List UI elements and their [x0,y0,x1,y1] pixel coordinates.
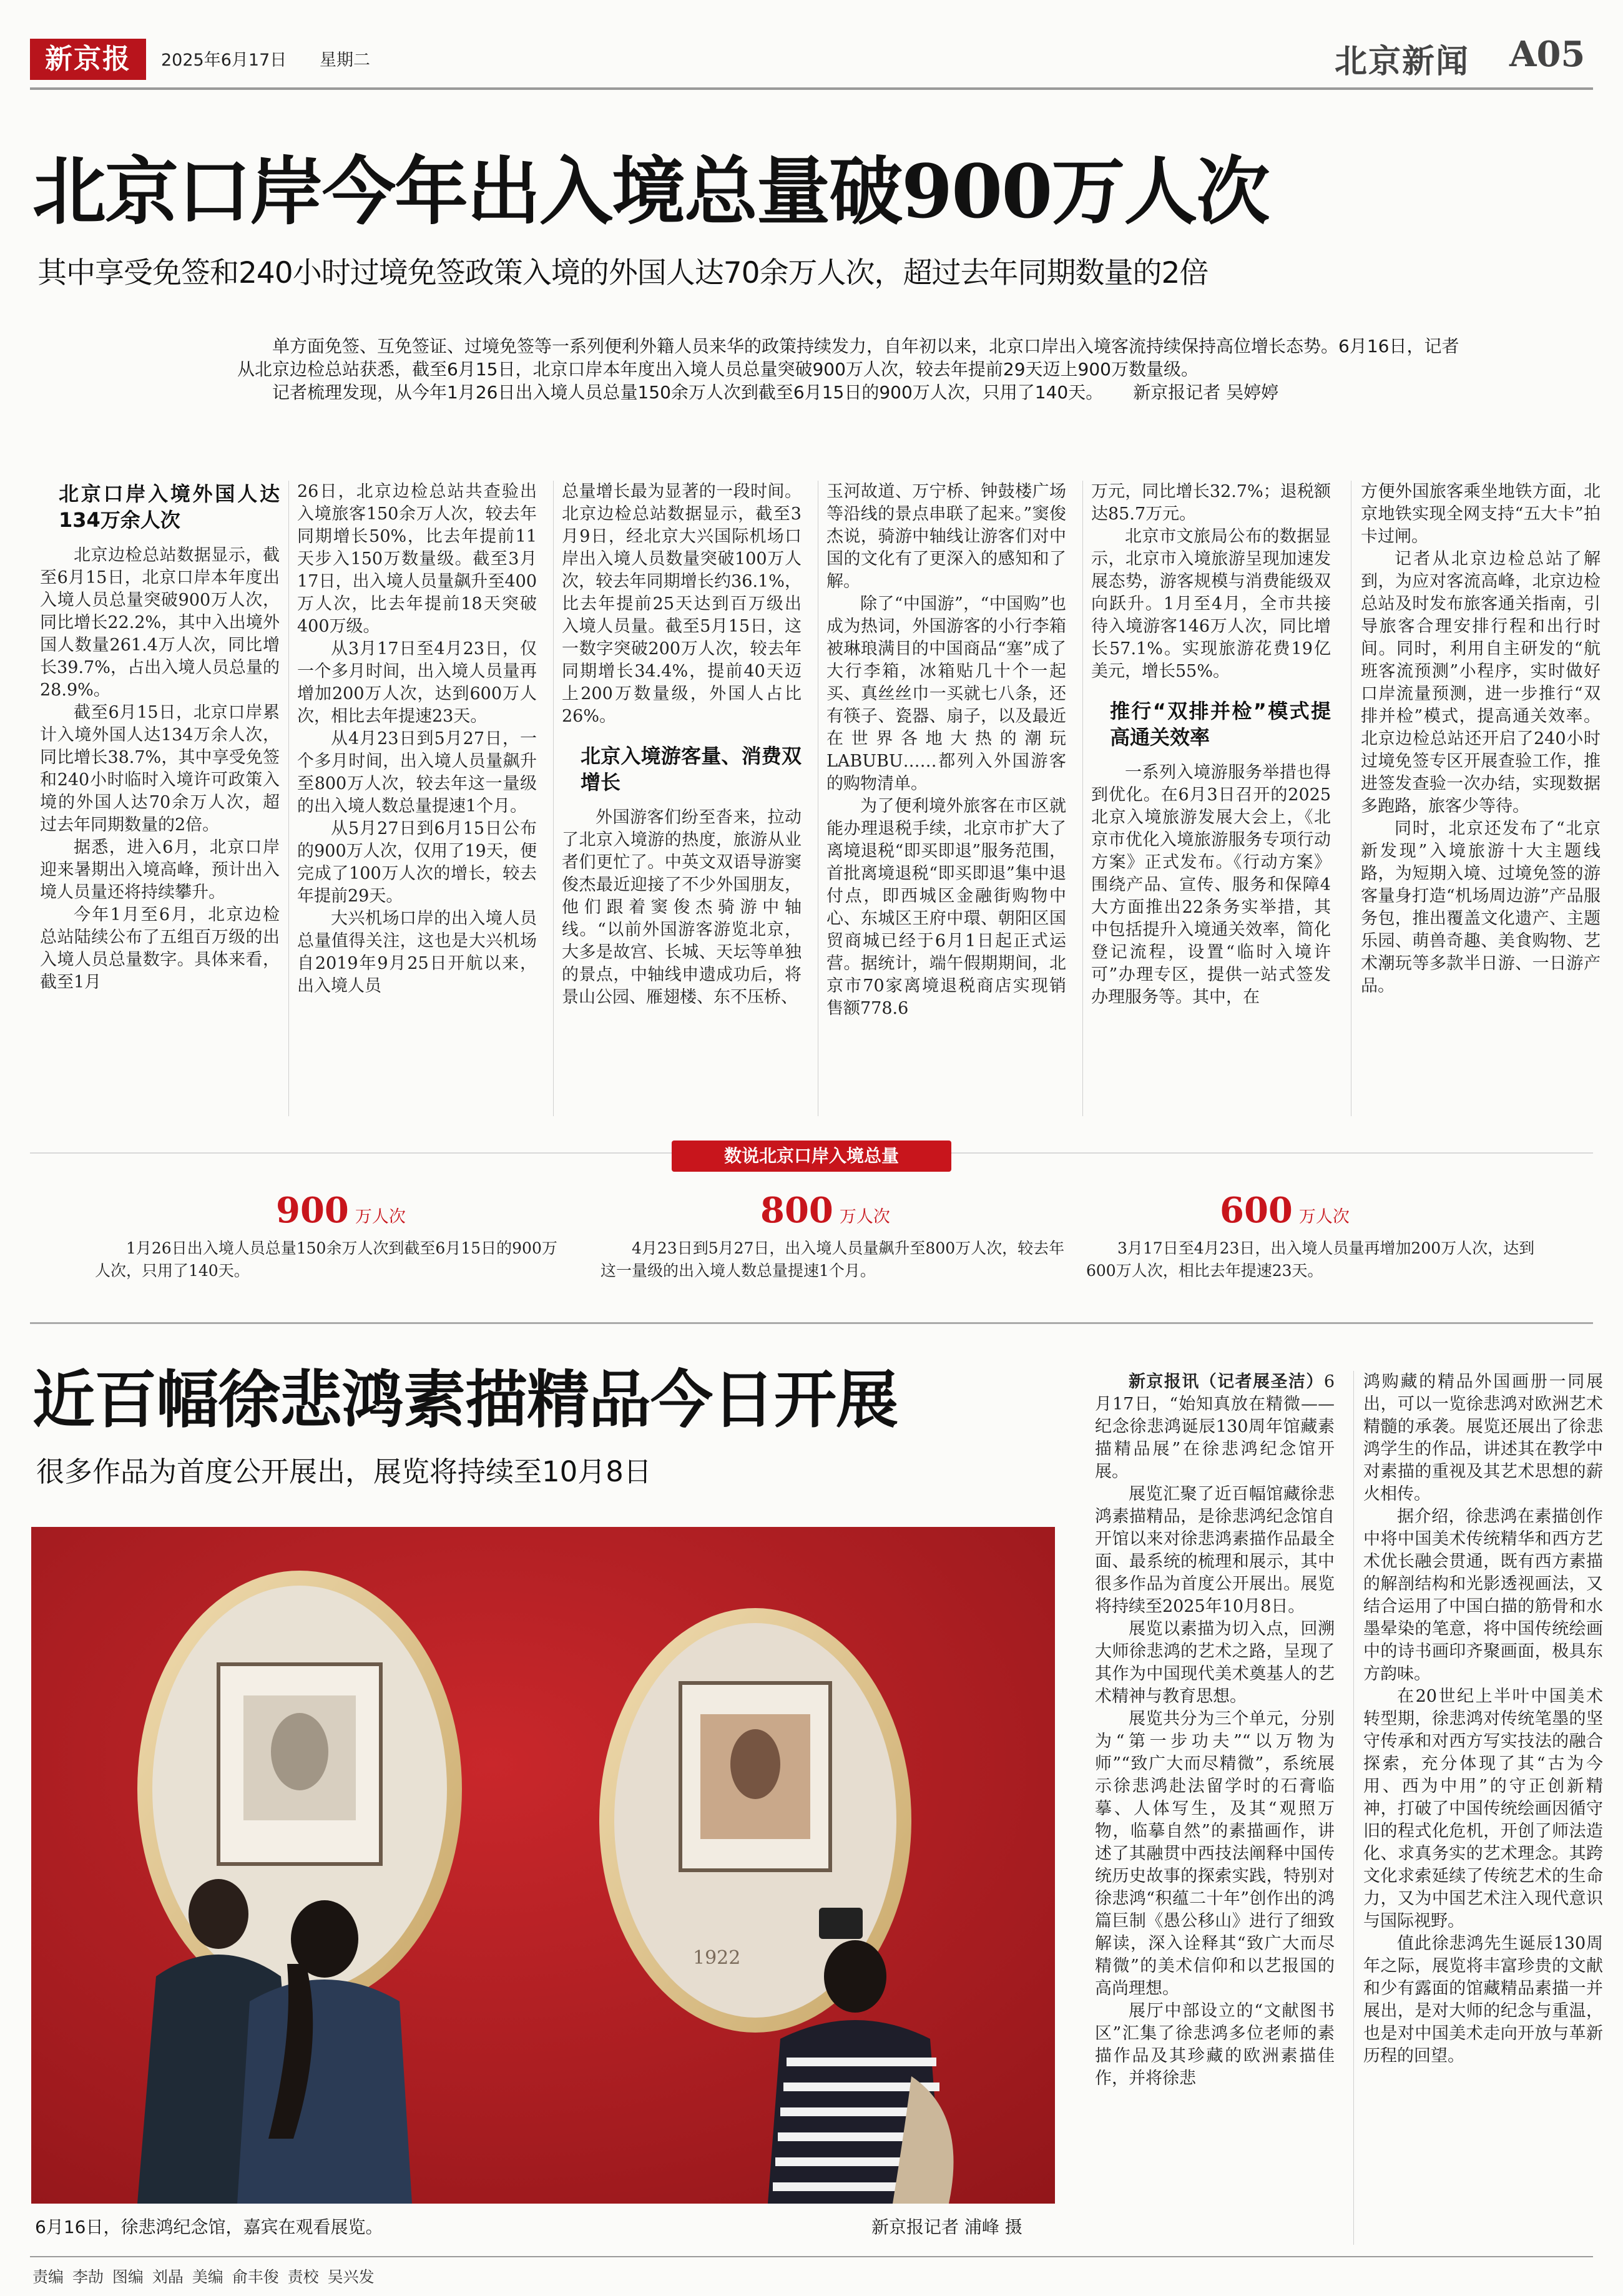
body-paragraph: 据介绍，徐悲鸿在素描创作中将中国美术传统精华和西方艺术优长融会贯通，既有西方素描的解剖结构和光影透视画法，又结合运用了中国白描的筋骨和水墨晕染的笔意，将中国传统绘画中的诗书画印齐聚画面，极具东方韵味。 [1363,1507,1603,1684]
body-paragraph: 一系列入境游服务举措也得到优化。在6月3日召开的2025北京入境旅游发展大会上，《北京市优化入境旅游服务专项行动方案》正式发布。《行动方案》围绕产品、宣传、服务和保障4大方面推出22条务实举措，其中包括提升入境通关效率，简化登记流程，设置“临时入境许可”办理专区，提供一站式签发办理服务等。其中，在 [1091,763,1331,1007]
body-paragraph: 从3月17日至4月23日，仅一个多月时间，出入境人员量再增加200万人次，达到600万人次，相比去年提速23天。 [297,639,537,726]
body-paragraph: 北京边检总站数据显示，截至6月15日，北京口岸本年度出入境人员总量突破900万人次，同比增长22.2%，其中入出境外国人数量261.4万人次，同比增长39.7%，占出入境人员总量的28.9%。 [40,546,280,700]
stat-head [95,1190,569,1231]
article1-subheadline: 其中享受免签和240小时过境免签政策入境的外国人达70余万人次，超过去年同期数量的2倍 [37,256,1209,290]
body-paragraph-text: 6月17日，“始知真放在精微——纪念徐悲鸿诞辰130周年馆藏素描精品展”在徐悲鸿纪念馆开展。 [1095,1372,1335,1481]
stat-unit: 万人次 [1298,1207,1350,1227]
stat-description: 1月26日出入境人员总量150余万人次到截至6月15日的900万人次，只用了140天。 [95,1239,557,1280]
body-paragraph: 展览汇聚了近百幅馆藏徐悲鸿素描精品，是徐悲鸿纪念馆自开馆以来对徐悲鸿素描作品最全面、最系统的梳理和展示，其中很多作品为首度公开展出。展览将持续至2025年10月8日。 [1095,1484,1335,1616]
stat-head [601,1190,1075,1231]
body-paragraph: 为了便利境外旅客在市区就能办理退税手续，北京市扩大了离境退税“即买即退”服务范围，首批离境退税“即买即退”集中退付点，即西城区金融街购物中心、东城区王府中環、朝阳区国贸商城已经于6月1日起正式运营。据统计，端午假期期间，北京市70家离境退税商店实现销售额778.6 [826,797,1066,1018]
phone-camera-icon [819,1908,863,1939]
visitor-body-2 [237,1980,412,2204]
stat-value: 900 [276,1190,349,1231]
article1-lead [237,335,1473,404]
section-name: 北京新闻 [1335,43,1470,81]
body-paragraph: 总量增长最为显著的一段时间。北京边检总站数据显示，截至3月9日，经北京大兴国际机场口岸出入境人员数量突破100万人次，较去年同期增长约36.1%，比去年提前25天达到百万级出入境人员量。截至5月15日，这一数字突破200万人次，较去年同期增长34.4%，提前40天迈上200万数量级，外国人占比26%。 [562,482,802,726]
section-divider [30,1322,1593,1324]
body-paragraph: 记者从北京边检总站了解到，为应对客流高峰，北京边检总站及时发布旅客通关指南，引导旅客合理安排行程和出行时间。同时，利用自主研发的“航班客流预测”小程序，实时做好口岸流量预测，进一步推行“双排并检”模式，提高通关效率。北京边检总站还开启了240小时过境免签专区开展查验工作，推进签发查验一次办结，实现数据多跑路，旅客少等待。 [1361,549,1601,816]
sketch-face-left [271,1713,328,1790]
body-paragraph: 在20世纪上半叶中国美术转型期，徐悲鸿对传统笔墨的坚守传承和对西方写实技法的融合探索，充分体现了其“古为今用、西为中用”的守正创新精神，打破了中国传统绘画因循守旧的程式化危机，开创了师法造化、求真务实的艺术理念。其跨文化求索延续了传统艺术的生命力，又为中国艺术注入现代意识与国际视野。 [1363,1687,1603,1931]
column-rule [1082,481,1083,1116]
article1-byline: 新京报记者 吴婷婷 [1133,382,1279,403]
body-paragraph: 展览以素描为切入点，回溯大师徐悲鸿的艺术之路，呈现了其作为中国现代美术奠基人的艺术精神与教育思想。 [1095,1619,1335,1706]
body-paragraph: 截至6月15日，北京口岸累计入境外国人达134万余人次，同比增长38.7%，其中享受免签和240小时临时入境许可政策入境的外国人达70余万人次，超过去年同期数量的2倍。 [40,703,280,835]
body-paragraph: 从4月23日到5月27日，一个多月时间，出入境人员量飙升至800万人次，较去年这一量级的出入境人数总量提速1个月。 [297,729,537,816]
photo-caption: 6月16日，徐悲鸿纪念馆，嘉宾在观看展览。 [35,2217,383,2237]
article1-headline: 北京口岸今年出入境总量破900万人次 [32,148,1269,235]
wall-label-year: 1922 [693,1947,741,1969]
article1-column-5 [1091,481,1331,1009]
issue-weekday: 星期二 [320,51,370,70]
body-paragraph: 大兴机场口岸的出入境人员总量值得关注，这也是大兴机场自2019年9月25日开航以来，出入境人员 [297,909,537,996]
article1-column-1 [40,481,280,994]
article1-column-6 [1361,481,1601,998]
stat-block [1086,1190,1561,1282]
body-paragraph: 值此徐悲鸿先生诞辰130周年之际，展览将丰富珍贵的文献和少有露面的馆藏精品素描一并展出，是对大师的纪念与重温，也是对中国美术走向开放与革新历程的回望。 [1363,1934,1603,2066]
portrait-face-right [730,1729,780,1799]
exhibition-photo [31,1527,1055,2204]
stat-block [95,1190,569,1282]
body-paragraph: 玉河故道、万宁桥、钟鼓楼广场等沿线的景点串联了起来。”窦俊杰说，骑游中轴线让游客们对中国的文化有了更深入的感知和了解。 [826,482,1066,591]
stat-unit: 万人次 [839,1207,890,1227]
body-paragraph: 同时，北京还发布了“北京新发现”入境旅游十大主题线路，为短期入境、过境免签的游客量身打造“机场周边游”产品服务包，推出覆盖文化遗产、主题乐园、萌兽奇趣、美食购物、艺术潮玩等多款半日游、一日游产品。 [1361,819,1601,996]
column-subhead: 推行“双排并检”模式提高通关效率 [1110,699,1331,749]
photo-credit: 新京报记者 浦峰 摄 [871,2217,1022,2237]
column-subhead: 北京入境游客量、消费双增长 [581,744,802,794]
stat-head [1086,1190,1561,1231]
exhibition-photo-illustration [31,1527,1055,2204]
column-rule [288,481,289,1116]
body-paragraph [1095,1371,1335,1483]
issue-date: 2025年6月17日 [161,51,287,70]
article2-headline: 近百幅徐悲鸿素描精品今日开展 [32,1363,898,1436]
column-rule [1353,1371,1354,2245]
body-paragraph: 方便外国旅客乘坐地铁方面，北京地铁实现全网支持“五大卡”拍卡过闸。 [1361,482,1601,546]
stat-unit: 万人次 [355,1207,406,1227]
data-strip-title: 数说北京口岸入境总量 [672,1141,951,1172]
body-paragraph: 从5月27日到6月15日公布的900万人次，仅用了19天，便完成了100万人次的增长，较去年提前29天。 [297,819,537,906]
lead-paragraph: 单方面免签、互免签证、过境免签等一系列便利外籍人员来华的政策持续发力，自年初以来，北京口岸出入境客流持续保持高位增长态势。6月16日，记者从北京边检总站获悉，截至6月15日，北京口岸本年度出入境人员总量突破900万人次，较去年提前29天迈上900万数量级。 [237,336,1459,380]
page-number: A05 [1509,34,1586,75]
stat-block [601,1190,1075,1282]
body-paragraph: 展厅中部设立的“文献图书区”汇集了徐悲鸿多位老师的素描作品及其珍藏的欧洲素描佳作，并将徐悲 [1095,2001,1335,2088]
stat-value: 600 [1220,1190,1293,1231]
visitor-head-3 [824,1940,886,2013]
body-paragraph: 除了“中国游”，“中国购”也成为热词，外国游客的小行李箱被琳琅满目的中国商品“塞”成了大行李箱，冰箱贴几十个一起买、真丝丝巾一买就七八条，还有筷子、瓷器、扇子，以及最近在世界各地大热的潮玩LABUBU……都列入外国游客的购物清单。 [826,594,1066,793]
lead-paragraph [237,381,1473,404]
article1-column-2 [297,481,537,998]
article2-subheadline: 很多作品为首度公开展出，展览将持续至10月8日 [36,1455,652,1488]
stat-description: 3月17日至4月23日，出入境人员量再增加200万人次，达到600万人次，相比去年提速23天。 [1086,1239,1535,1280]
masthead-divider [30,87,1593,90]
body-paragraph: 今年1月至6月，北京边检总站陆续公布了五组百万级的出入境人员总量数字。具体来看，截至1月 [40,905,280,992]
body-paragraph: 北京市文旅局公布的数据显示，北京市入境旅游呈现加速发展态势，游客规模与消费能级双向跃升。1月至4月，全市共接待入境游客146万人次，同比增长57.1%。实现旅游花费19亿美元，增长55%。 [1091,527,1331,681]
lead-paragraph-text: 记者梳理发现，从今年1月26日出入境人员总量150余万人次到截至6月15日的900万人次，只用了140天。 [272,382,1104,403]
column-subhead: 北京口岸入境外国人达134万余人次 [59,482,280,532]
body-paragraph: 据悉，进入6月，北京口岸迎来暑期出入境高峰，预计出入境人员量还将持续攀升。 [40,838,280,902]
visitor-head-1 [189,1879,248,1949]
body-paragraph: 万元，同比增长32.7%；退税额达85.7万元。 [1091,482,1331,524]
article1-column-4 [826,481,1066,1020]
body-paragraph: 26日，北京边检总站共查验出入境旅客150余万人次，较去年同期增长50%，比去年提前11天步入150万数量级。截至3月17日，出入境人员量飙升至400万人次，比去年提前18天突破400万级。 [297,482,537,636]
body-paragraph: 展览共分为三个单元，分别为“第一步功夫”“以万物为师”“致广大而尽精微”，系统展示徐悲鸿赴法留学时的石膏临摹、人体写生，及其“观照万物，临摹自然”的素描画作，讲述了其融贯中西技法阐释中国传统历史故事的探索实践，特别对徐悲鸿“积蕴二十年”创作出的鸿篇巨制《愚公移山》进行了细致解读，深入诠释其“致广大而尽精微”的美术信仰和以艺报国的高尚理想。 [1095,1709,1335,1998]
article2-column-1 [1095,1371,1335,2090]
newspaper-logo: 新京报 [30,39,146,80]
body-paragraph: 外国游客们纷至沓来，拉动了北京入境游的热度，旅游从业者们更忙了。中英文双语导游窦俊杰最近迎接了不少外国朋友，他们跟着窦俊杰骑游中轴线。“以前外国游客游览北京，大多是故宫、长城、天坛等单独的景点，中轴线申遗成功后，将景山公园、雁翅楼、东不压桥、 [562,808,802,1007]
footer-divider [30,2256,1593,2257]
body-paragraph: 鸿购藏的精品外国画册一同展出，可以一览徐悲鸿对欧洲艺术精髓的承袭。展览还展出了徐悲鸿学生的作品，讲述其在教学中对素描的重视及其艺术思想的薪火相传。 [1363,1372,1603,1504]
stat-description: 4月23日到5月27日，出入境人员量飙升至800万人次，较去年这一量级的出入境人数总量提速1个月。 [601,1239,1065,1280]
stat-value: 800 [760,1190,833,1231]
editor-credits: 责编 李劼 图编 刘晶 美编 俞丰俊 责校 吴兴发 [32,2268,375,2286]
column-rule [553,481,554,1116]
article2-column-2 [1363,1371,1603,2068]
article2-dateline: 新京报讯（记者展圣洁） [1129,1372,1324,1391]
article1-column-3 [562,481,802,1009]
